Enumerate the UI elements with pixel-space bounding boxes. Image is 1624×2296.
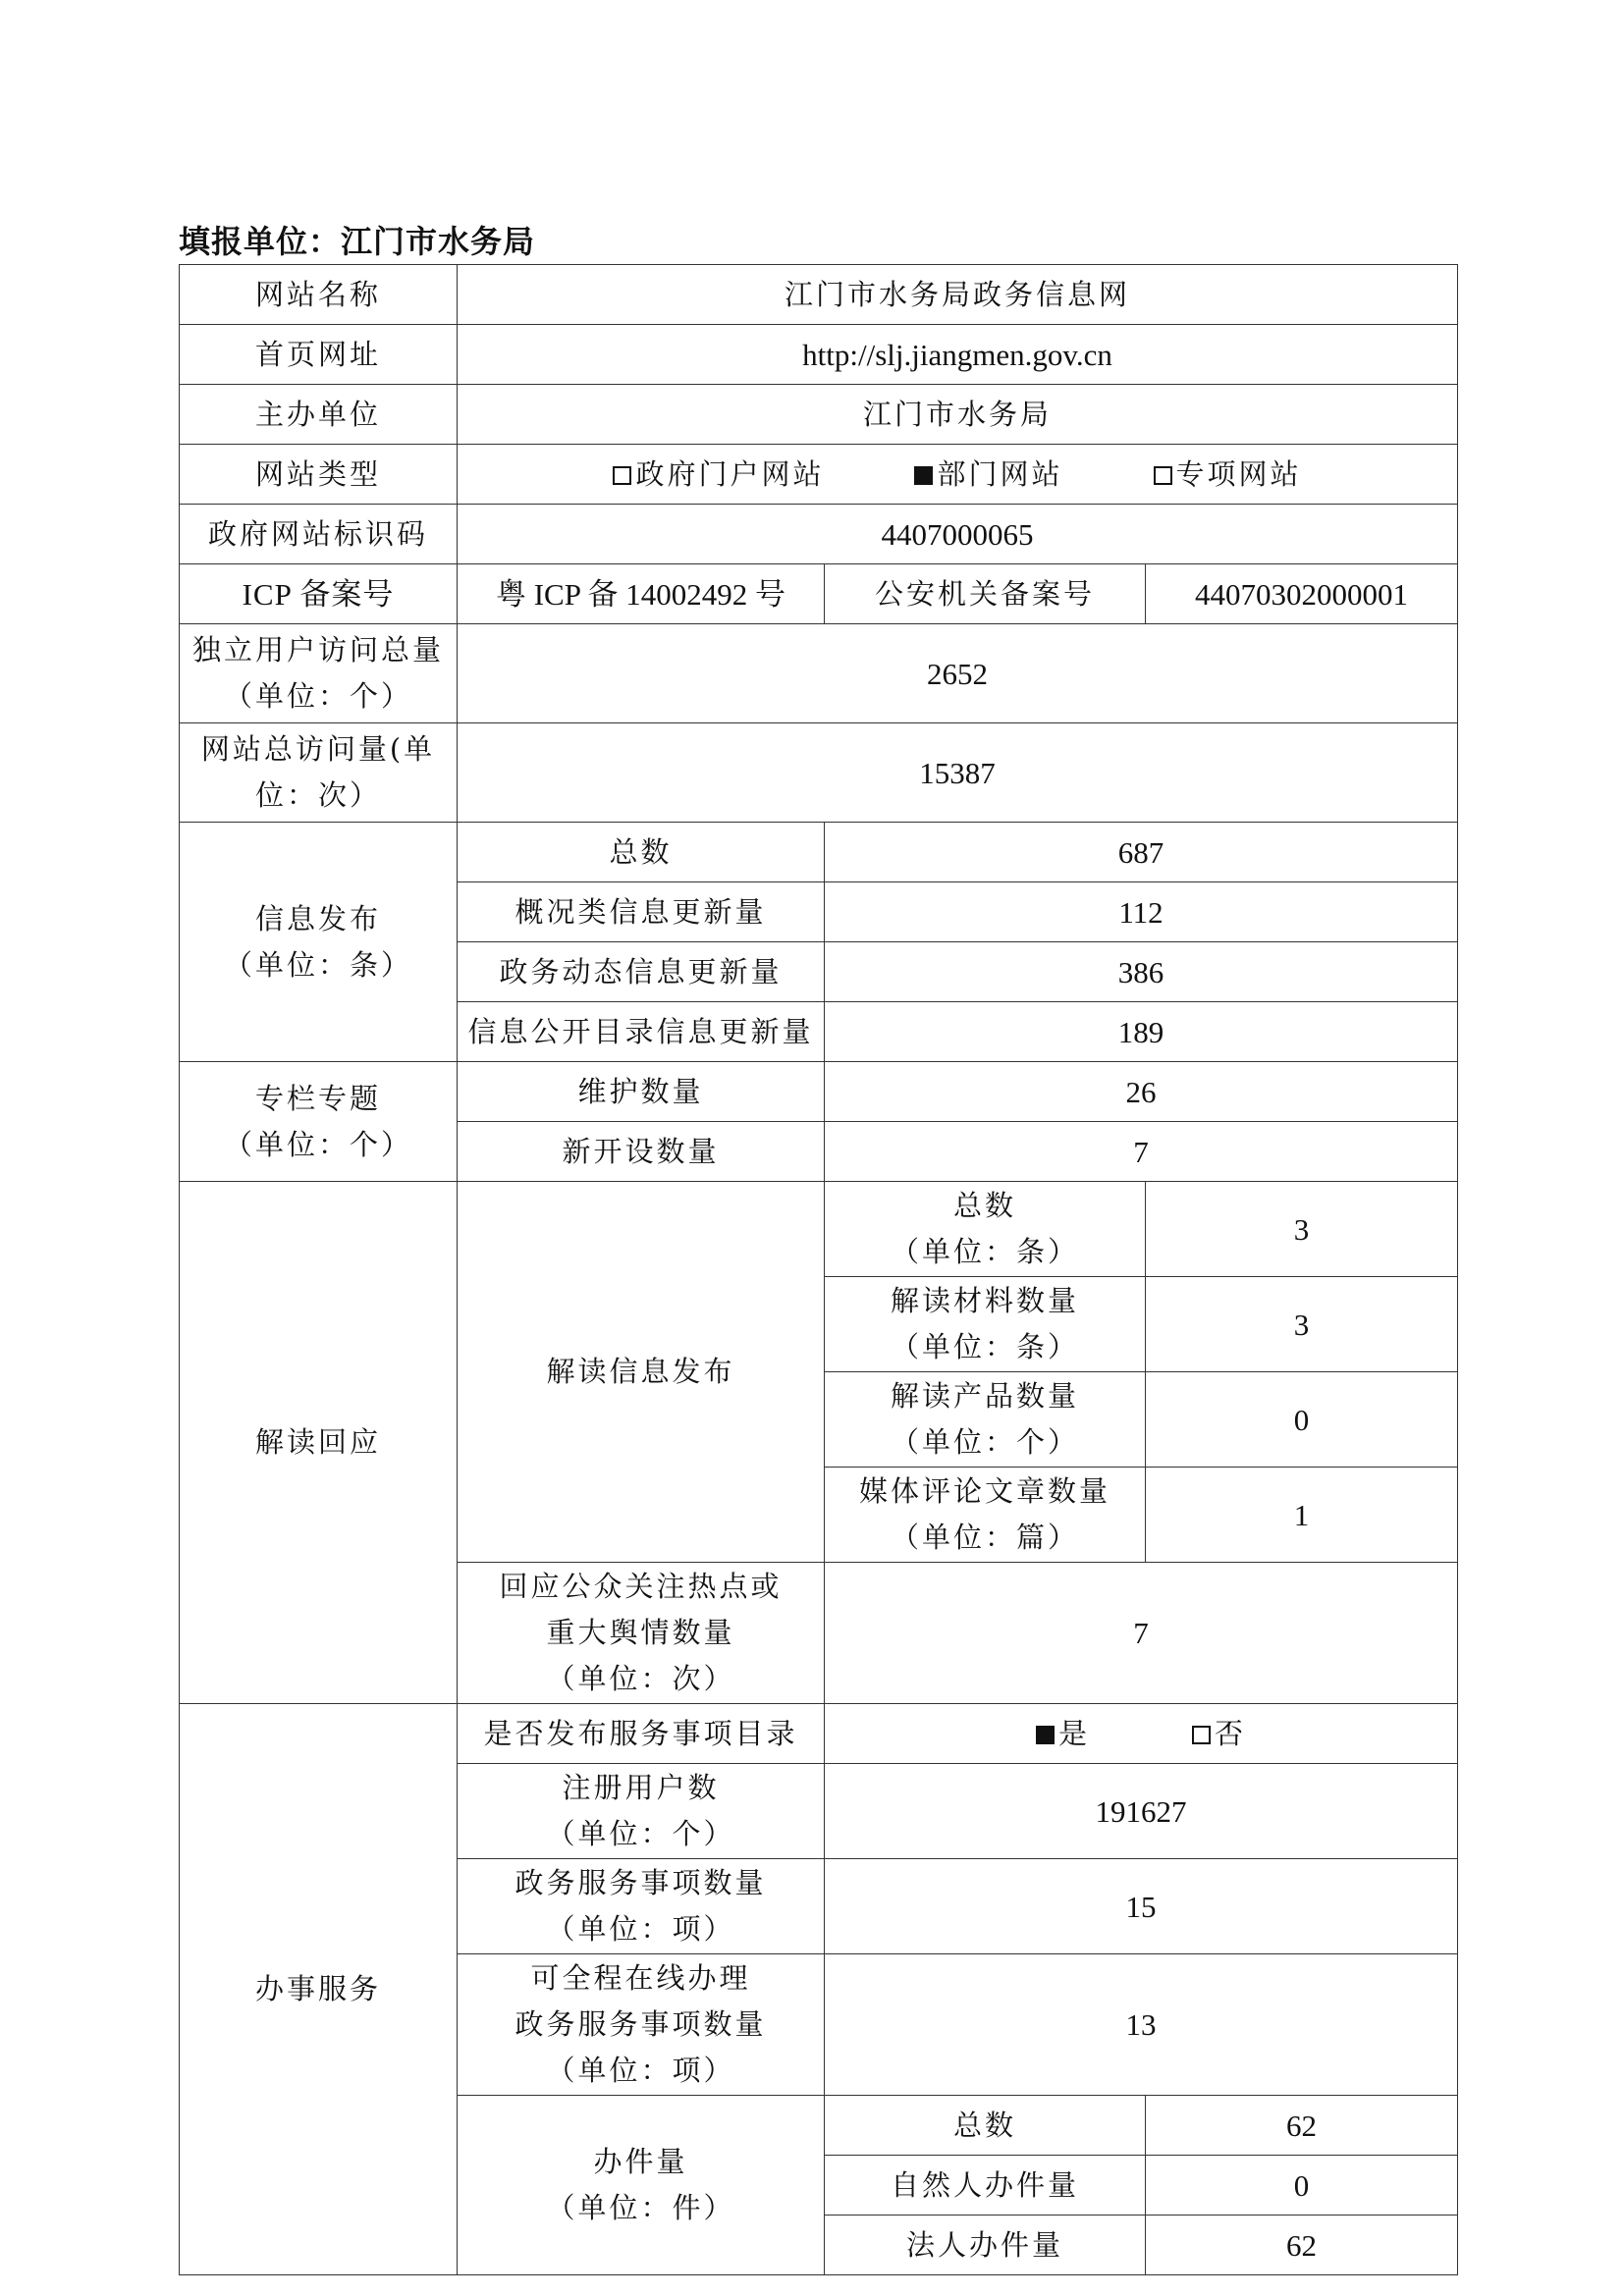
- svc-volume-label: 办件量 （单位：件）: [458, 2096, 825, 2275]
- option-no: 否: [1192, 1711, 1246, 1757]
- site-type-options: [458, 445, 1458, 505]
- option-special-site: 专项网站: [1154, 452, 1302, 498]
- svc-catalog-label: 是否发布服务事项目录: [458, 1704, 825, 1764]
- row-icp: [180, 564, 1458, 624]
- value-homepage: http://slj.jiangmen.gov.cn: [458, 325, 1458, 385]
- checkbox-icon: [1192, 1726, 1211, 1744]
- svc-volume-row-value: 62: [1146, 2096, 1458, 2156]
- svc-online-label: 可全程在线办理 政务服务事项数量 （单位：项）: [458, 1954, 825, 2096]
- row-site-type: [180, 445, 1458, 505]
- row-homepage: [180, 325, 1458, 385]
- option-department-site: 部门网站: [914, 452, 1062, 498]
- checkbox-icon: [1154, 466, 1172, 485]
- website-report-table: [179, 264, 1458, 2275]
- label-icp: ICP 备案号: [180, 564, 458, 624]
- row-site-name: [180, 265, 1458, 325]
- interp-response-value: 7: [825, 1563, 1458, 1704]
- checkbox-icon: [914, 466, 933, 485]
- label-site-name: 网站名称: [180, 265, 458, 325]
- value-icp: 粤 ICP 备 14002492 号: [458, 564, 825, 624]
- row-sponsor: [180, 385, 1458, 445]
- columns-row-value: 26: [825, 1062, 1458, 1122]
- svc-users-value: 191627: [825, 1764, 1458, 1859]
- value-unique-visitors: 2652: [458, 624, 1458, 723]
- columns-row-label: 维护数量: [458, 1062, 825, 1122]
- row-page-views: [180, 723, 1458, 823]
- label-unique-visitors: 独立用户访问总量（单位：个）: [180, 624, 458, 723]
- value-sponsor: 江门市水务局: [458, 385, 1458, 445]
- value-site-name: 江门市水务局政务信息网: [458, 265, 1458, 325]
- value-site-code: 4407000065: [458, 505, 1458, 564]
- label-page-views: 网站总访问量(单位：次）: [180, 723, 458, 823]
- columns-header: 专栏专题 （单位：个）: [180, 1062, 458, 1182]
- info-row-value: 189: [825, 1002, 1458, 1062]
- svc-volume-row-label: 自然人办件量: [825, 2156, 1146, 2216]
- svc-catalog-options: [825, 1704, 1458, 1764]
- interp-row-value: 3: [1146, 1277, 1458, 1372]
- interp-row-label: 总数 （单位：条）: [825, 1182, 1146, 1277]
- row-site-code: [180, 505, 1458, 564]
- value-page-views: 15387: [458, 723, 1458, 823]
- interp-row-value: 3: [1146, 1182, 1458, 1277]
- services-header: 办事服务: [180, 1704, 458, 2275]
- info-row-value: 687: [825, 823, 1458, 882]
- label-homepage: 首页网址: [180, 325, 458, 385]
- info-row-total: [180, 823, 1458, 882]
- option-yes: 是: [1036, 1711, 1090, 1757]
- svc-volume-row-value: 62: [1146, 2216, 1458, 2275]
- option-government-portal: 政府门户网站: [613, 452, 824, 498]
- interp-publish-label: 解读信息发布: [458, 1182, 825, 1563]
- checkbox-icon: [1036, 1726, 1055, 1744]
- reporting-unit: 填报单位：江门市水务局: [179, 223, 536, 260]
- interp-row-total: [180, 1182, 1458, 1277]
- info-publish-header: 信息发布 （单位：条）: [180, 823, 458, 1062]
- checkbox-icon: [613, 466, 631, 485]
- svc-items-value: 15: [825, 1859, 1458, 1954]
- info-row-value: 386: [825, 942, 1458, 1002]
- label-police-record: 公安机关备案号: [825, 564, 1146, 624]
- label-site-code: 政府网站标识码: [180, 505, 458, 564]
- svc-users-label: 注册用户数 （单位：个）: [458, 1764, 825, 1859]
- info-row-value: 112: [825, 882, 1458, 942]
- columns-row-label: 新开设数量: [458, 1122, 825, 1182]
- svc-items-label: 政务服务事项数量 （单位：项）: [458, 1859, 825, 1954]
- info-row-label: 总数: [458, 823, 825, 882]
- columns-row-maintained: [180, 1062, 1458, 1122]
- svc-volume-row-label: 法人办件量: [825, 2216, 1146, 2275]
- columns-row-value: 7: [825, 1122, 1458, 1182]
- value-police-record: 44070302000001: [1146, 564, 1458, 624]
- interp-row-label: 解读产品数量 （单位：个）: [825, 1372, 1146, 1468]
- info-row-label: 信息公开目录信息更新量: [458, 1002, 825, 1062]
- svc-volume-row-value: 0: [1146, 2156, 1458, 2216]
- interp-response-label: 回应公众关注热点或 重大舆情数量 （单位：次）: [458, 1563, 825, 1704]
- svc-online-value: 13: [825, 1954, 1458, 2096]
- label-sponsor: 主办单位: [180, 385, 458, 445]
- interp-row-value: 1: [1146, 1468, 1458, 1563]
- row-unique-visitors: [180, 624, 1458, 723]
- info-row-label: 概况类信息更新量: [458, 882, 825, 942]
- svc-volume-row-label: 总数: [825, 2096, 1146, 2156]
- interp-row-label: 媒体评论文章数量 （单位：篇）: [825, 1468, 1146, 1563]
- interp-row-value: 0: [1146, 1372, 1458, 1468]
- label-site-type: 网站类型: [180, 445, 458, 505]
- svc-row-catalog: [180, 1704, 1458, 1764]
- interp-row-label: 解读材料数量 （单位：条）: [825, 1277, 1146, 1372]
- interpretation-header: 解读回应: [180, 1182, 458, 1704]
- info-row-label: 政务动态信息更新量: [458, 942, 825, 1002]
